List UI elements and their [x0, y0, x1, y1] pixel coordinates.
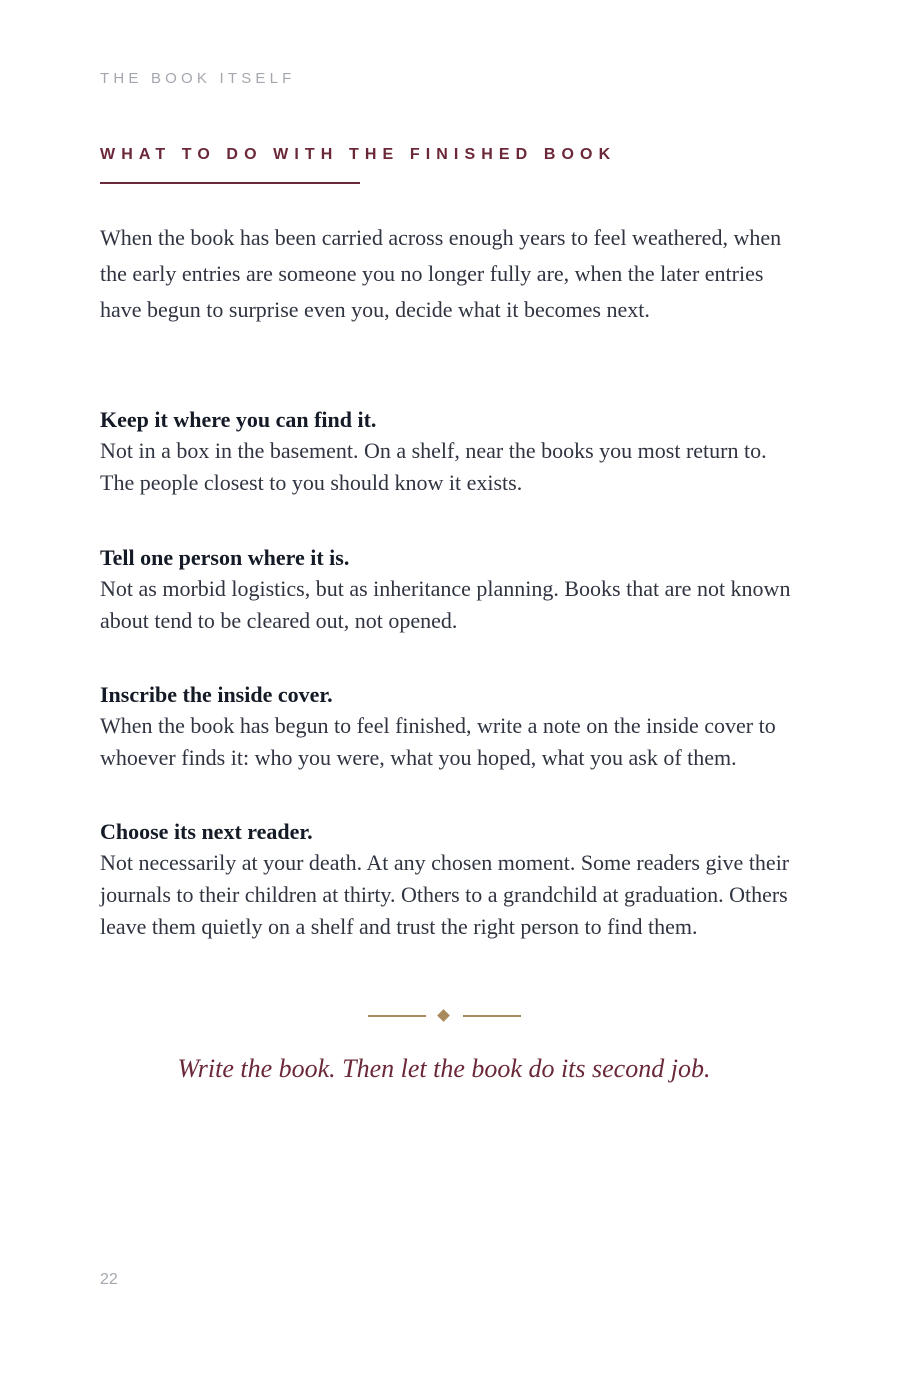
list-item-choose	[100, 817, 800, 943]
title-underline	[100, 182, 360, 184]
item-heading: Keep it where you can find it.	[100, 407, 377, 432]
closing-line: Write the book. Then let the book do its second job.	[177, 1054, 711, 1083]
divider-line-left	[368, 1015, 426, 1017]
item-body: Not in a box in the basement. On a shelf, near the books you most return to. The people closest to you should know it exists.	[100, 438, 767, 495]
page-number: 22	[100, 1271, 118, 1288]
list-item-tell	[100, 543, 800, 637]
item-heading: Tell one person where it is.	[100, 545, 350, 570]
list-item-inscribe	[100, 680, 800, 774]
list-item-keep	[100, 405, 800, 499]
item-body: When the book has begun to feel finished, write a note on the inside cover to whoever finds it: who you were, what you hoped, what you ask of them.	[100, 713, 776, 770]
intro-paragraph: When the book has been carried across enough years to feel weathered, when the early entries are someone you no longer fully are, when the later entries have begun to surprise even you, decide what it becomes next.	[100, 225, 782, 322]
running-head: THE BOOK ITSELF	[100, 70, 296, 87]
diamond-icon	[437, 1009, 450, 1022]
item-heading: Choose its next reader.	[100, 819, 313, 844]
item-body: Not necessarily at your death. At any chosen moment. Some readers give their journals to their children at thirty. Others to a grandchild at graduation. Others leave them quietly on a shelf and trust the right person to find them.	[100, 850, 790, 939]
item-body: Not as morbid logistics, but as inheritance planning. Books that are not known about tend to be cleared out, not opened.	[100, 576, 791, 633]
divider-line-right	[463, 1015, 521, 1017]
item-heading: Inscribe the inside cover.	[100, 682, 333, 707]
section-divider-ornament	[368, 1008, 521, 1024]
section-title: WHAT TO DO WITH THE FINISHED BOOK	[100, 146, 617, 163]
